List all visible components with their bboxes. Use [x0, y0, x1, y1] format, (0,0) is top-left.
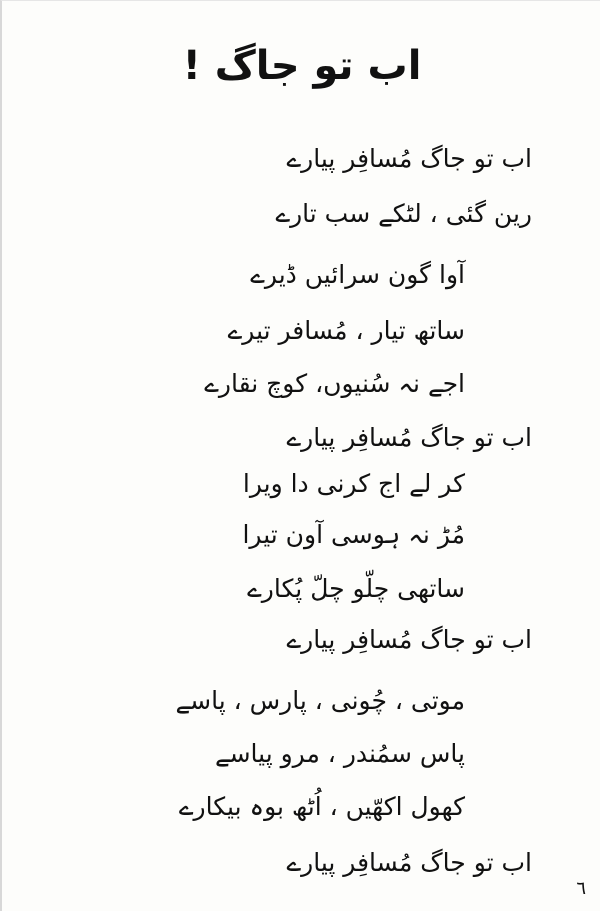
verse-line: رین گئی ، لٹکے سب تارے	[275, 199, 532, 228]
verse-line: اجے نہ سُنیوں، کوچ نقارے	[204, 369, 465, 398]
verse-line: اب تو جاگ مُسافِر پیارے	[286, 848, 532, 877]
verse-line: موتی ، چُونی ، پارس ، پاسے	[175, 686, 465, 715]
verse-line: آوا گون سرائیں ڈیرے	[250, 260, 465, 289]
poem-title: اب تو جاگ !	[182, 43, 422, 89]
verse-line: کھول اکھّیں ، اُٹھ بوہ بیکارے	[178, 792, 465, 821]
verse-line: ساتھ تیار ، مُسافر تیرے	[227, 316, 465, 345]
verse-line: پاس سمُندر ، مرو پیاسے	[214, 739, 465, 768]
verse-line: مُڑ نہ ہوسی آون تیرا	[242, 520, 465, 549]
verse-line: اب تو جاگ مُسافِر پیارے	[286, 625, 532, 654]
verse-line: کر لے اج کرنی دا ویرا	[242, 469, 465, 498]
verse-line: ساتھی چلّو چلّ پُکارے	[247, 574, 465, 603]
page-number: ٦	[576, 878, 586, 899]
verse-line: اب تو جاگ مُسافِر پیارے	[286, 144, 532, 173]
verse-line: اب تو جاگ مُسافِر پیارے	[286, 423, 532, 452]
